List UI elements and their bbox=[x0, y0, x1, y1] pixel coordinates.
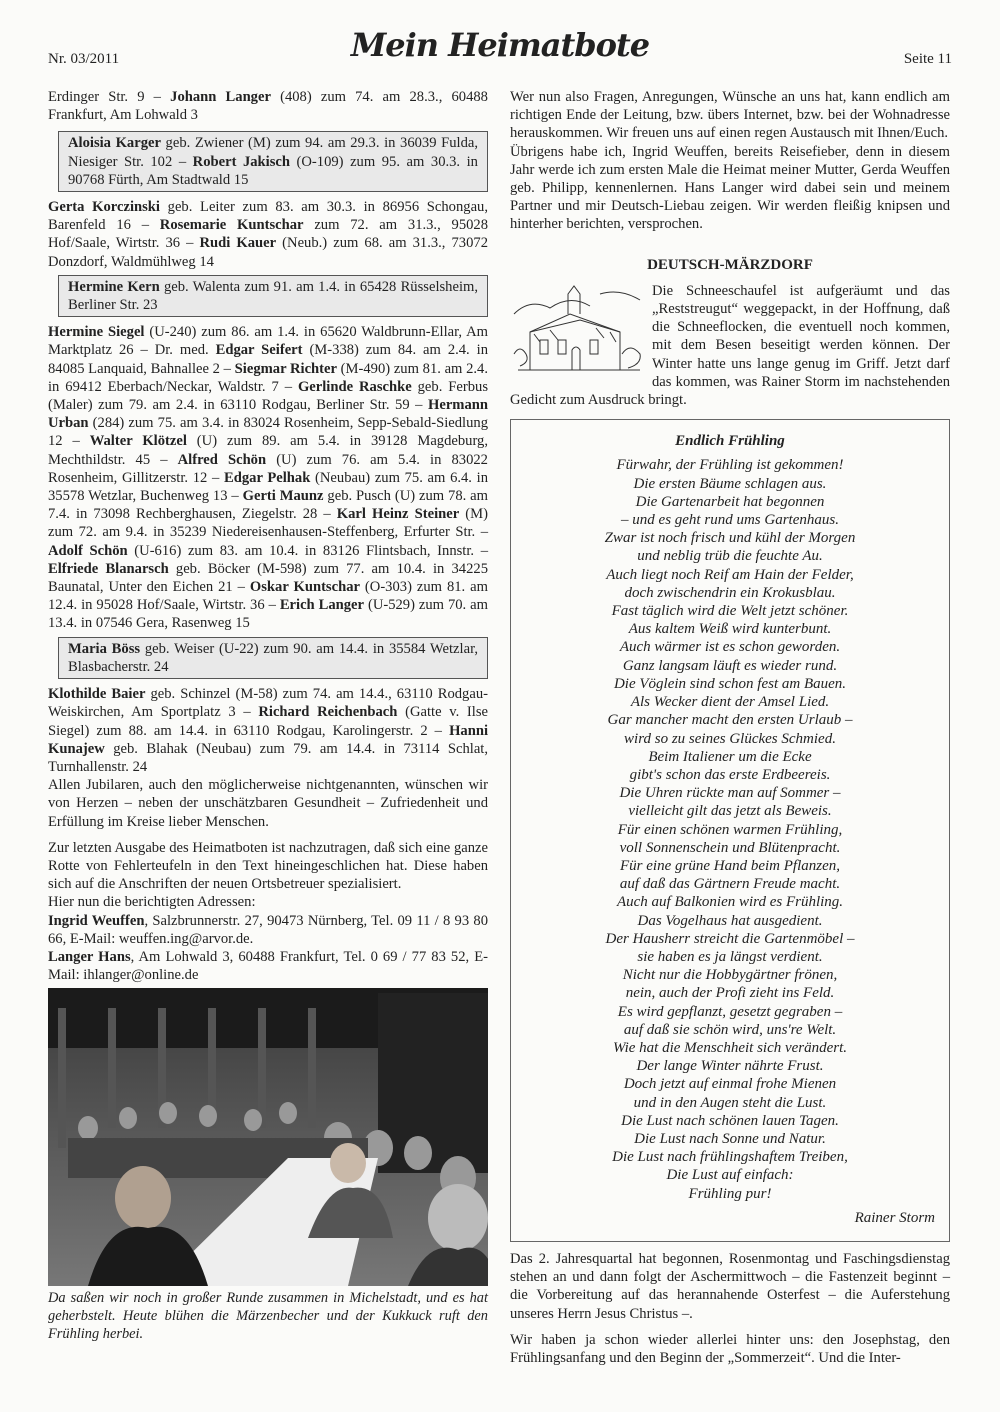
poem-line: Für eine grüne Hand beim Pflanzen, bbox=[620, 857, 840, 874]
poem-line: Die ersten Bäume schlagen aus. bbox=[633, 475, 827, 492]
poem-line: Die Lust auf einfach: bbox=[666, 1167, 794, 1184]
addresses-intro: Hier nun die berichtigten Adressen: bbox=[48, 894, 256, 911]
group-photo bbox=[48, 988, 488, 1286]
page-header bbox=[48, 26, 952, 78]
poem-line: wird so zu seines Glückes Schmied. bbox=[624, 730, 836, 747]
page-number: Seite 11 bbox=[903, 51, 952, 67]
poem-line: Es wird gepflanzt, gesetzt gegraben – bbox=[617, 1003, 843, 1020]
poem-line: auf daß das Gärtnern Freude macht. bbox=[619, 876, 841, 893]
poem-line: sie haben es ja längst verdient. bbox=[637, 948, 823, 965]
poem-line: Die Lust nach frühlingshaftem Treiben, bbox=[612, 1149, 848, 1166]
right-column bbox=[510, 88, 950, 1367]
section-heading: DEUTSCH-MÄRZDORF bbox=[647, 256, 813, 273]
greeting-paragraph: Allen Jubilaren, auch den möglicherweise nichtgenannten, wünschen wir von Herzen – neben der unschätzbaren Gesundheit – Zufriedenheit und Erfüllung im Kreise lieber Menschen. bbox=[48, 777, 488, 830]
continuation-paragraph: Wir haben ja schon wieder allerlei hinter uns: den Josephstag, den Frühlingsanfang und den Beginn der „Sommerzeit“. Und die Inter- bbox=[510, 1331, 950, 1366]
poem-line: auf daß sie schön wird, uns're Welt. bbox=[623, 1021, 837, 1038]
poem-line: Beim Italiener um die Ecke bbox=[648, 748, 812, 765]
highlight-box: Aloisia Karger geb. Zwiener (M) zum 94. am 29.3. in 36039 Fulda, Niesiger Str. 102 – Robert Jakisch (O-109) zum 95. am 30.3. in 90768 Fürth, Am Stadtwald 15 bbox=[58, 131, 488, 192]
poem-title: Endlich Frühling bbox=[675, 433, 785, 450]
issue-number: Nr. 03/2011 bbox=[48, 51, 120, 67]
travel-paragraph: Übrigens habe ich, Ingrid Weuffen, bereits Reisefieber, denn in diesem Jahr werde ich zum ersten Male die Heimat meiner Mutter, Gerda Weuffen geb. Philipp, kennenlernen. Hans Langer wird dabei sein und meinem Partner und mir Deutsch-Liebau zeigen. Wir werden fleißig knipsen und hinterher berichten, versprochen. bbox=[510, 143, 950, 233]
poem-author: Rainer Storm bbox=[854, 1209, 935, 1226]
easter-paragraph: Das 2. Jahresquartal hat begonnen, Rosenmontag und Faschingsdienstag stehen an und dann folgt der Aschermittwoch – die Fastenzeit beginnt – die Vorbereitung auf das herannahende Osterfest – die Auferstehung unseres Herrn Jesus Christus –. bbox=[510, 1250, 950, 1322]
poem-line: Ganz langsam läuft es wieder rund. bbox=[622, 657, 838, 674]
poem-line: Nicht nur die Hobbygärtner frönen, bbox=[622, 967, 838, 984]
intro-paragraph: Die Schneeschaufel ist aufgeräumt und das „Reststreugut“ weggepackt, in der Hoffnung, daß die Schneeflocken, die eventuell noch kommen, mit dem Besen beseitigt werden können. Der Winter hatte uns lange genug im Griff. Jetzt darf das kommen, was Rainer Storm im nachstehenden Gedicht zum Ausdruck bringt. bbox=[510, 282, 950, 409]
highlight-box: Hermine Kern geb. Walenta zum 91. am 1.4. in 65428 Rüsselsheim, Berliner Str. 23 bbox=[58, 275, 488, 317]
poem-line: Die Uhren rückte man auf Sommer – bbox=[619, 785, 841, 802]
poem-line: und in den Augen steht die Lust. bbox=[633, 1094, 827, 1111]
birthday-entry: Klothilde Baier geb. Schinzel (M-58) zum 74. am 14.4., 63110 Rodgau-Weiskirchen, Am Sportplatz 3 – Richard Reichenbach (Gatte v. Ilse Siegel) zum 88. am 14.4. in 63110 Rodgau, Karolingerstr. 2 – Hanni Kunajew geb. Blahak (Neubau) zum 79. am 14.4. in 73114 Schlat, Turnhallenstr. 24 bbox=[48, 686, 488, 775]
poem-line: Die Vöglein sind schon fest am Bauen. bbox=[613, 675, 847, 692]
poem-line: Wie hat die Menschheit sich verändert. bbox=[612, 1039, 848, 1056]
contact-paragraph: Wer nun also Fragen, Anregungen, Wünsche an uns hat, kann endlich am richtigen Ende der Leitung, bzw. übers Internet, bzw. bei der Wohnadresse herauskommen. Wir freuen uns auf einen regen Austausch mit Ihnen/Euch. bbox=[510, 89, 950, 142]
birthday-list: Hermine Siegel (U-240) zum 86. am 1.4. in 65620 Waldbrunn-Ellar, Am Marktplatz 26 – Dr. med. Edgar Seifert (M-338) zum 84. am 2.4. in 84085 Lanquaid, Bahnallee 2 – Siegmar Richter (M-490) zum 81. am 2.4. in 69412 Eberbach/Neckar, Waldstr. 7 – Gerlinde Raschke geb. Ferbus (Maler) zum 79. am 2.4. in 63110 Rodgau, Berliner Str. 59 – Hermann Urban (284) zum 75. am 3.4. in 83024 Rosenheim, Sepp-Sebald-Siedlung 12 – Walter Klötzel (U) zum 89. am 5.4. in 39128 Magdeburg, Mechthildstr. 45 – Alfred Schön (U) zum 76. am 5.4. in 83022 Rosenheim, Gillitzerstr. 12 – Edgar Pelhak (Neubau) zum 75. am 6.4. in 35578 Wetzlar, Buchenweg 13 – Gerti Maunz geb. Pusch (U) zum 78. am 7.4. in 73098 Rechberghausen, Ziegelstr. 28 – Karl Heinz Steiner (M) zum 72. am 9.4. in 35239 Niedereisenhausen-Steffenberg, Erfurter Str. – Adolf Schön (U-616) zum 83. am 10.4. in 83126 Flintsbach, Innstr. – Elfriede Blanarsch geb. Böcker (M-598) zum 77. am 10.4. in 34225 Baunatal, Unter den Eichen 21 – Oskar Kuntschar (O-303) zum 81. am 12.4. in 95028 Hof/Saale, Wirtstr. 36 – Erich Langer (U-529) zum 70. am 13.4. in 07546 Gera, Rasenweg 15 bbox=[48, 324, 489, 632]
poem-line: vielleicht gilt das jetzt als Beweis. bbox=[628, 803, 832, 820]
poem-line: und neblig trüb die feuchte Au. bbox=[637, 548, 823, 565]
poem-line: Als Wecker dient der Amsel Lied. bbox=[630, 694, 830, 711]
poem-line: Die Gartenarbeit hat begonnen bbox=[635, 493, 825, 510]
correction-paragraph: Zur letzten Ausgabe des Heimatboten ist nachzutragen, daß sich eine ganze Rotte von Fehlerteufeln in den Text hineingeschlichen hat. Diese haben sich auf die Anschriften der neuen Ortsbetreuer spezialisiert. bbox=[48, 839, 488, 893]
group-photo-image bbox=[48, 988, 488, 1286]
poem-line: Fürwahr, der Frühling ist gekommen! bbox=[616, 457, 844, 474]
poem-line: Auch auf Balkonien wird es Frühling. bbox=[616, 894, 844, 911]
poem-line: Der Hausherr streicht die Gartenmöbel – bbox=[605, 930, 855, 947]
poem-line: – und es geht rund ums Gartenhaus. bbox=[621, 512, 839, 529]
poem-line: Fast täglich wird die Welt jetzt schöner. bbox=[611, 603, 849, 620]
intro-block bbox=[510, 282, 950, 409]
poem-line: Doch jetzt auf einmal frohe Mienen bbox=[623, 1076, 837, 1093]
poem-line: Die Lust nach schönen lauen Tagen. bbox=[621, 1112, 839, 1129]
poem-line: Zwar ist noch frisch und kühl der Morgen bbox=[604, 530, 856, 547]
photo-caption: Da saßen wir noch in großer Runde zusammen in Michelstadt, und es hat geherbstelt. Heute blühen die Märzenbecher und der Kukkuck ruft den Frühling herbei. bbox=[48, 1290, 488, 1343]
poem-line: gibt's schon das erste Erdbeereis. bbox=[629, 766, 831, 783]
poem-line: nein, auch der Profi zieht ins Feld. bbox=[625, 985, 835, 1002]
poem-line: voll Sonnenschein und Blütenpracht. bbox=[619, 839, 841, 856]
poem-box bbox=[510, 419, 950, 1242]
address-entry: Ingrid Weuffen, Salzbrunnerstr. 27, 90473 Nürnberg, Tel. 09 11 / 8 93 80 66, E-Mail: weuffen.ing@arvor.de. bbox=[48, 912, 489, 947]
poem-line: doch zwischendrin ein Krokusblau. bbox=[624, 584, 836, 601]
poem-line: Das Vogelhaus hat ausgedient. bbox=[637, 912, 823, 929]
birthday-entry: Gerta Korczinski geb. Leiter zum 83. am 30.3. in 86956 Schongau, Barenfeld 16 – Rosemarie Kuntschar zum 72. am 31.3., 95028 Hof/Saale, Wirtstr. 36 – Rudi Kauer (Neub.) zum 68. am 31.3., 73072 Donzdorf, Waldmühlweg 14 bbox=[48, 199, 489, 270]
poem-line: Frühling pur! bbox=[688, 1185, 772, 1202]
poem-line: Für einen schönen warmen Frühling, bbox=[617, 821, 843, 838]
poem-line: Gar mancher macht den ersten Urlaub – bbox=[607, 712, 853, 729]
left-column bbox=[48, 88, 488, 1343]
poem-line: Auch liegt noch Reif am Hain der Felder, bbox=[606, 566, 854, 583]
poem-line: Auch wärmer ist es schon geworden. bbox=[619, 639, 841, 656]
poem-line: Die Lust nach Sonne und Natur. bbox=[634, 1130, 826, 1147]
highlight-box: Maria Böss geb. Weiser (U-22) zum 90. am 14.4. in 35584 Wetzlar, Blasbacherstr. 24 bbox=[58, 637, 488, 679]
masthead-logo: Mein Heimatbote bbox=[350, 26, 650, 64]
address-entry: Langer Hans, Am Lohwald 3, 60488 Frankfurt, Tel. 0 69 / 77 83 52, E-Mail: ihlanger@online.de bbox=[48, 948, 488, 984]
poem-line: Der lange Winter nährte Frust. bbox=[636, 1058, 824, 1075]
birthday-entry: Erdinger Str. 9 – Johann Langer (408) zum 74. am 28.3., 60488 Frankfurt, Am Lohwald 3 bbox=[48, 89, 488, 124]
poem-line: Aus kaltem Weiß wird kunterbunt. bbox=[628, 621, 832, 638]
church-sketch-icon bbox=[510, 284, 646, 378]
poem-lines bbox=[519, 456, 941, 1202]
